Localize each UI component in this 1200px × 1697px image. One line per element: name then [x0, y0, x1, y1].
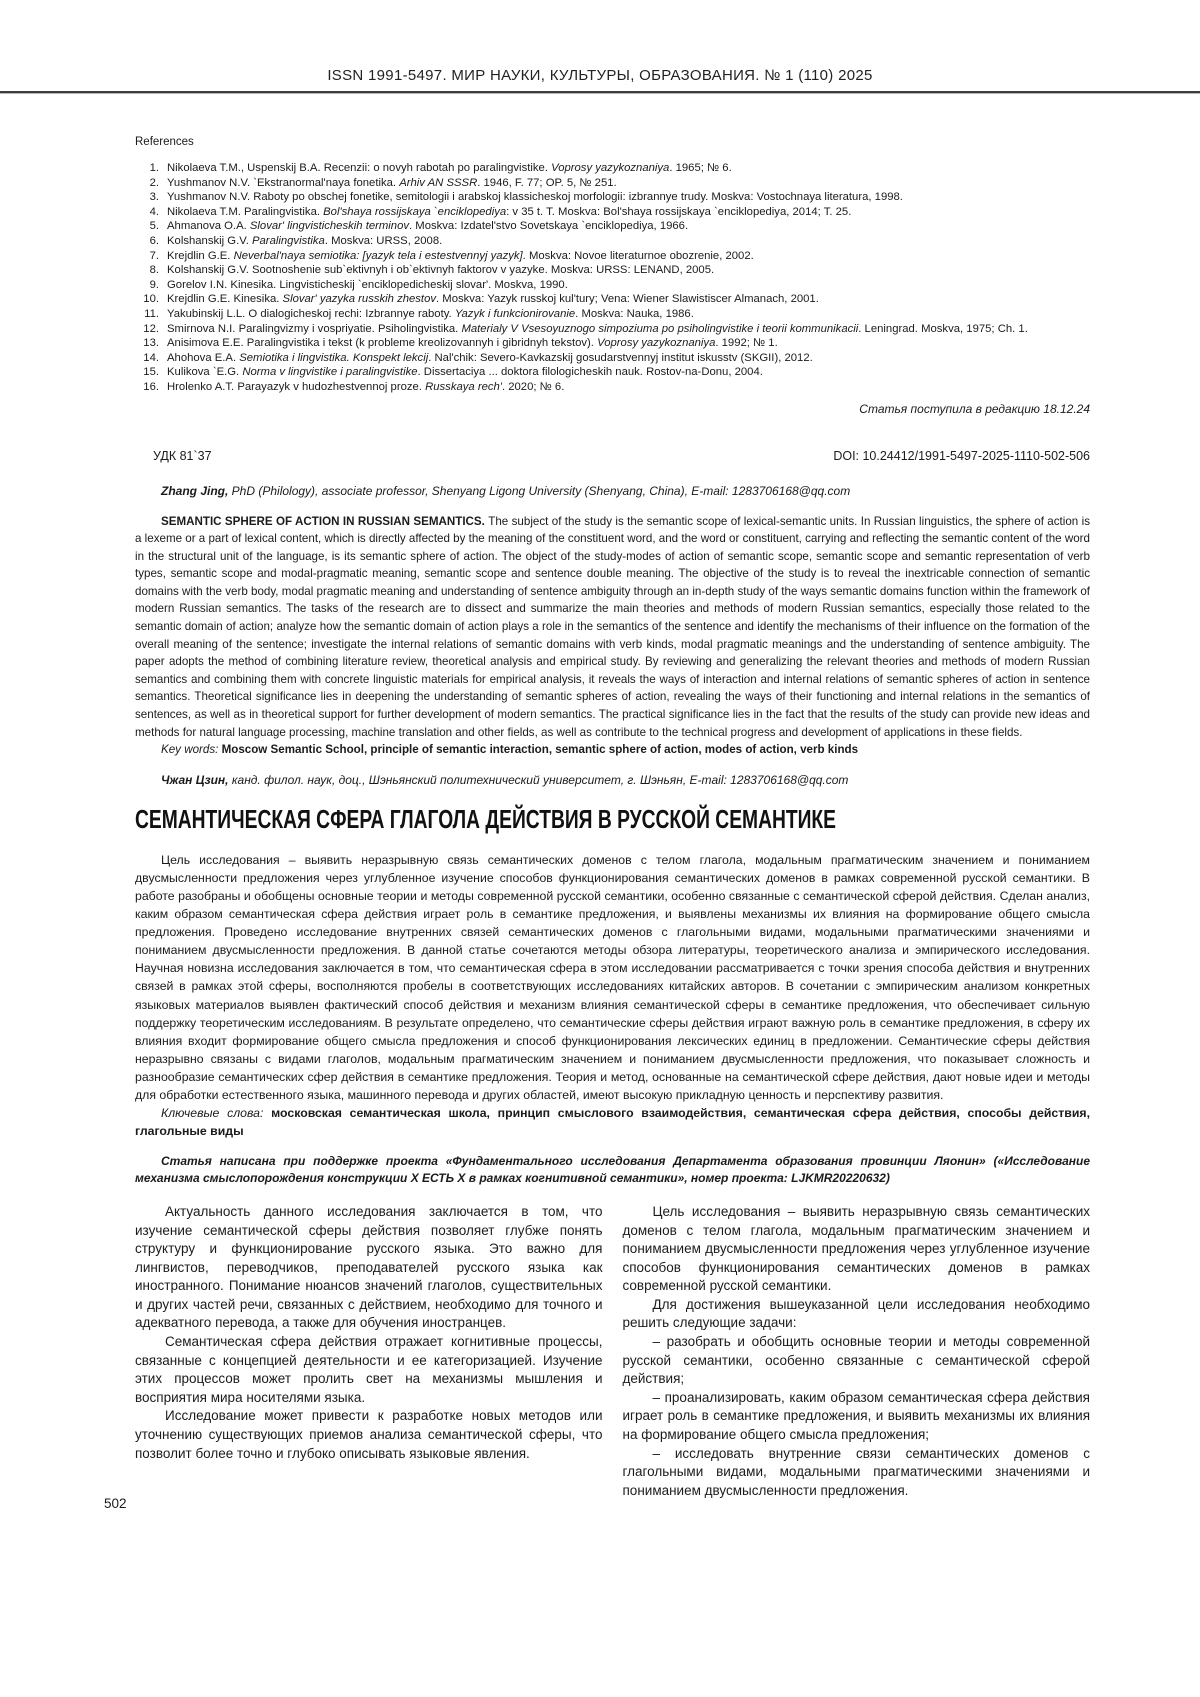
text-segment: . Dissertaciya ... doktora filologicheskih nauk. Rostov-na-Donu, 2004.	[417, 366, 763, 379]
reference-item	[135, 176, 1090, 191]
text-segment: Bol'shaya rossijskaya `enciklopediya	[323, 205, 507, 218]
received-note: Статья поступила в редакцию 18.12.24	[859, 401, 1090, 416]
text-segment: . Nal'chik: Severo-Kavkazskij gosudarstvennyj institut iskusstv (SKGII), 2012.	[428, 351, 813, 364]
text-segment: Nikolaeva T.M., Uspenskij B.A. Recenzii: o novyh rabotah po paralingvistike.	[167, 162, 552, 174]
text-segment: : v 35 t. T. Moskva: Bol'shaya rossijskaya `enciklopediya, 2014; T. 25.	[506, 205, 852, 218]
reference-item	[135, 278, 1090, 293]
reference-number: 6.	[149, 234, 159, 247]
text-segment: Nikolaeva T.M. Paralingvistika.	[167, 205, 324, 218]
text-segment: Neverbal'naya semiotika: [yazyk tela i estestvennyj yazyk]	[233, 249, 523, 262]
reference-number: 1.	[149, 162, 159, 174]
abstract-ru: Цель исследования – выявить неразрывную связь семантических доменов с телом глагола, модальным прагматическим значением и пониманием двусмысленности предложения через углубленное изучение способов функционирования семантических доменов в рамках современной русской семантики. В работе разобраны и обобщены основные теории и методы современной русской семантики, особенно связанные с семантической сферой действия. Сделан анализ, каким образом семантическая сфера действия играет роль в семантике предложения, и выявлены механизмы их влияния на формирование общего смысла предложения. Проведено исследование внутренних связей семантических доменов с глагольными видами, модальными прагматическими значениями и пониманием двусмысленности предложения. В данной статье сочетаются методы обзора литературы, теоретического анализа и эмпирического исследования. Научная новизна исследования заключается в том, что семантическая сфера в этом исследовании рассматривается с точки зрения способа действия и внутренних связей в рамках этой сферы, восполняются пробелы в соответствующих исследованиях китайских авторов. В сочетании с эмпирическим анализом конкретных языковых материалов выявлен фактический способ действия и механизм влияния семантической сферы в семантике предложения, что обеспечивает сильную поддержку теоретическим исследованиям. В результате определено, что семантические сферы действия играют важную роль в семантике предложения, в сферу их влияния входит формирование общего смысла предложения и способ функционирования лексических единиц в предложении. Семантические сферы действия неразрывно связаны с видами глаголов, модальным прагматическим значением и пониманием двусмысленности предложения, что показывает сложность и разнообразие семантических сфер действия в семантике предложения. Теория и метод, основанные на семантической сфере действия, дают новые идеи и методы для обработки естественного языка, машинного перевода и других областей, имеют высокую прикладную ценность и перспективу развития.	[135, 852, 1090, 1103]
reference-text	[167, 176, 1090, 191]
reference-text	[167, 336, 1090, 351]
page-content	[0, 136, 1200, 1500]
text-segment: Arhiv AN SSSR	[399, 176, 478, 189]
text-segment: Yushmanov N.V. Raboty po obschej fonetike, semitologii i arabskoj klassicheskoj morfologii: izbrannye trudy. Moskva: Vostochnaya literatura, 1998.	[167, 191, 903, 204]
text-segment: Yazyk i funkcionirovanie	[454, 307, 576, 320]
reference-number: 7.	[149, 249, 159, 262]
left-column	[135, 1203, 603, 1501]
text-segment: . 1946, F. 77; OP. 5, № 251.	[477, 176, 617, 189]
text-segment: Kulikova `E.G.	[167, 366, 243, 379]
text-segment: . Leningrad. Moskva, 1975; Ch. 1.	[858, 322, 1028, 335]
text-segment: Materialy V Vsesoyuznogo simpoziuma po psiholingvistike i teorii kommunikacii	[461, 322, 859, 335]
reference-item	[135, 336, 1090, 351]
text-segment: Kolshanskij G.V. Sootnoshenie sub`ektivnyh i ob`ektivnyh faktorov v yazyke. Moskva: URSS: LENAND, 2005.	[167, 264, 715, 277]
reference-number: 13.	[143, 337, 159, 350]
text-segment: Semiotika i lingvistika. Konspekt lekcij	[239, 351, 429, 364]
keywords-ru	[135, 1104, 1090, 1140]
body-paragraph: Актуальность данного исследования заключается в том, что изучение семантической сферы действия позволяет глубже понять структуру и функционирование русского языка. Это важно для лингвистов, переводчиков, преподавателей русского языка как иностранного. Понимание нюансов значений глаголов, существительных и других частей речи, связанных с действием, необходимо для точного и адекватного перевода, а также для обучения иностранцев.	[135, 1203, 603, 1331]
text-segment: Krejdlin G.E. Kinesika.	[167, 293, 283, 306]
author-line-en	[135, 484, 1090, 498]
reference-text	[167, 234, 1090, 249]
text-segment: Moscow Semantic School, principle of semantic interaction, semantic sphere of action, modes of action, verb kinds	[221, 743, 859, 757]
body-paragraph: – исследовать внутренние связи семантических доменов с глагольными видами, модальными прагматическими значениями и пониманием двусмысленности предложения.	[622, 1445, 1090, 1498]
reference-number: 15.	[143, 366, 159, 379]
text-segment: The subject of the study is the semantic scope of lexical-semantic units. In Russian linguistics, the sphere of action is a lexeme or a part of lexical content, which is directly affected by the meaning of the constituent word, and the word or constituent, carrying and reflecting the semantic content of the word in the structural unit of the language, is its semantic sphere of action. The object of the study-modes of action of semantic scope, semantic scope and semantic representation of verb types, semantic scope and modal-pragmatic meaning, semantic scope and sentence double meaning. The objective of the study is to reveal the inextricable connection of semantic domains with the verb body, modal pragmatic meaning and understanding of sentence ambiguity through an in-depth study of the ways semantic domains function within the framework of modern Russian semantics. The tasks of the research are to dissect and summarize the main theories and methods of modern Russian semantics, especially those related to the semantic domain of action; analyze how the semantic domain of action plays a role in the semantics of the sentence and identify the mechanisms of their influence on the formation of the overall meaning of the sentence; investigate the internal relations of semantic domains with verb kinds, modal pragmatic meanings and the understanding of sentence ambiguity. The paper adopts the method of combining literature review, theoretical analysis and empirical study. By reviewing and generalizing the relevant theories and methods of modern Russian semantics and combining them with concrete linguistic materials for empirical analysis, it reveals the ways of interaction and internal relations of semantic spheres of action in sentence semantics. Theoretical significance lies in deepening the understanding of semantic spheres of action, revealing the ways of their functioning and internal relations in the semantics of sentences, as well as in theoretical support for further development of modern semantics. The practical significance lies in the fact that the results of the study can provide new ideas and methods for natural language processing, machine translation and other fields, as well as contribute to the technical progress and development of applications in these fields.	[135, 514, 1090, 739]
reference-text	[167, 351, 1090, 366]
text-segment: . Moskva: Izdatel'stvo Sovetskaya `enciklopediya, 1966.	[409, 220, 689, 233]
reference-number: 5.	[149, 220, 159, 233]
reference-text	[167, 292, 1090, 307]
text-segment: Voprosy yazykoznaniya	[551, 162, 670, 174]
body-paragraph: Семантическая сфера действия отражает когнитивные процессы, связанные с концепцией деятельности и ее категоризацией. Изучение этих процессов может пролить свет на механизмы мышления и восприятия мира носителями языка.	[135, 1334, 603, 1405]
reference-number: 3.	[149, 191, 159, 204]
reference-item	[135, 161, 1090, 176]
text-segment: Zhang Jing,	[161, 483, 232, 498]
references-heading: References	[135, 136, 194, 148]
page-number: 502	[104, 1496, 127, 1511]
reference-number: 11.	[144, 307, 159, 320]
meta-row	[135, 449, 1090, 463]
text-segment: Hrolenko A.T. Parayazyk v hudozhestvennoj proze.	[167, 380, 426, 393]
journal-header-issn: ISSN 1991-5497. МИР НАУКИ, КУЛЬТУРЫ, ОБРАЗОВАНИЯ. № 1 (110) 2025	[327, 67, 873, 84]
reference-item	[135, 351, 1090, 366]
reference-text	[167, 278, 1090, 293]
text-segment: Ключевые слова:	[161, 1106, 272, 1121]
text-segment: Ahohova E.A.	[167, 351, 240, 364]
doi-code: DOI: 10.24412/1991-5497-2025-1110-502-506	[833, 448, 1090, 463]
reference-item	[135, 322, 1090, 337]
reference-item	[135, 263, 1090, 278]
text-segment: Russkaya rech'	[425, 380, 502, 393]
reference-text	[167, 307, 1090, 322]
reference-item	[135, 205, 1090, 220]
reference-text	[167, 205, 1090, 220]
text-segment: SEMANTIC SPHERE OF ACTION IN RUSSIAN SEMANTICS.	[161, 514, 489, 528]
reference-text	[167, 219, 1090, 234]
reference-item	[135, 365, 1090, 380]
reference-item	[135, 234, 1090, 249]
text-segment: Anisimova E.E. Paralingvistika i tekst (k probleme kreolizovannyh i gibridnyh tekstov).	[167, 337, 598, 350]
body-paragraph: – проанализировать, каким образом семантическая сфера действия играет роль в семантике предложения, и выявить механизмы их влияния на формирование общего смысла предложения;	[622, 1389, 1090, 1443]
text-segment: Чжан Цзин,	[161, 772, 232, 787]
text-segment: Ahmanova O.A.	[167, 220, 250, 233]
text-segment: канд. филол. наук, доц., Шэньянский политехнический университет, г. Шэньян, E-mail: 1283706168@qq.com	[231, 772, 849, 787]
author-line-ru	[135, 773, 1090, 787]
text-segment: . Moskva: Novoe literaturnoe obozrenie, 2002.	[522, 249, 754, 262]
reference-number: 12.	[143, 322, 159, 335]
body-paragraph: Исследование может привести к разработке новых методов или уточнению существующих приемов анализа семантической сферы, что позволит более точно и глубоко описывать языковые явления.	[135, 1408, 603, 1461]
reference-item	[135, 219, 1090, 234]
text-segment: Key words:	[161, 743, 222, 757]
text-segment: Norma v lingvistike i paralingvistike	[242, 366, 418, 379]
article-title: СЕМАНТИЧЕСКАЯ СФЕРА ГЛАГОЛА ДЕЙСТВИЯ В РУССКОЙ СЕМАНТИКЕ	[135, 803, 837, 834]
body-paragraph: – разобрать и обобщить основные теории и методы современной русской семантики, особенно связанные с семантической сферой действия;	[622, 1334, 1090, 1387]
reference-text	[167, 365, 1090, 380]
reference-number: 2.	[149, 176, 159, 189]
text-segment: . Moskva: URSS, 2008.	[324, 234, 443, 247]
text-segment: Kolshanskij G.V.	[167, 234, 252, 247]
reference-number: 4.	[149, 205, 159, 218]
text-segment: Smirnova N.I. Paralingvizmy i vospriyatie. Psiholingvistika.	[167, 322, 462, 335]
text-segment: . Moskva: Nauka, 1986.	[575, 307, 694, 320]
udk-code: УДК 81`37	[153, 448, 212, 463]
header-rule	[0, 91, 1200, 94]
text-segment: Slovar' yazyka russkih zhestov	[282, 293, 436, 306]
reference-item	[135, 249, 1090, 264]
text-segment: PhD (Philology), associate professor, Shenyang Ligong University (Shenyang, China), E-mail: 1283706168@qq.com	[231, 483, 851, 498]
text-segment: Yushmanov N.V. `Ekstranormal'naya fonetika.	[167, 176, 400, 189]
reference-text	[167, 263, 1090, 278]
references-list	[135, 161, 1090, 395]
text-segment: . Moskva: Yazyk russkoj kul'tury; Vena: Wiener Slawistiscer Almanach, 2001.	[436, 293, 819, 306]
references-section	[135, 136, 1090, 395]
reference-number: 10.	[143, 293, 159, 306]
text-segment: . 1992; № 1.	[715, 337, 778, 350]
right-column	[623, 1203, 1091, 1501]
reference-item	[135, 292, 1090, 307]
text-segment: Yakubinskij L.L. O dialogicheskoj rechi: Izbrannye raboty.	[167, 307, 455, 320]
abstract-en	[135, 513, 1090, 742]
text-segment: Slovar' lingvisticheskih terminov	[249, 220, 410, 233]
reference-item	[135, 190, 1090, 205]
reference-number: 16.	[143, 380, 159, 393]
body-paragraph: Для достижения вышеуказанной цели исследования необходимо решить следующие задачи:	[622, 1296, 1090, 1331]
reference-number: 9.	[149, 278, 159, 291]
text-segment: . 1965; № 6.	[669, 162, 732, 174]
text-segment: московская семантическая школа, принцип смыслового взаимодействия, семантическая сфера действия, способы действия, глагольные виды	[135, 1106, 1091, 1139]
reference-text	[167, 190, 1090, 205]
reference-number: 8.	[149, 264, 159, 277]
text-segment: Paralingvistika	[251, 234, 325, 247]
body-columns	[135, 1203, 1090, 1501]
reference-text	[167, 322, 1090, 337]
reference-text	[167, 249, 1090, 264]
text-segment: Gorelov I.N. Kinesika. Lingvisticheskij `enciklopedicheskij slovar'. Moskva, 1990.	[167, 278, 568, 291]
body-paragraph: Цель исследования – выявить неразрывную связь семантических доменов с телом глагола, модальным прагматическим значением и пониманием двусмысленности предложения через углубленное изучение способов функционирования семантических доменов в рамках современной русской семантики.	[622, 1203, 1090, 1294]
reference-text	[167, 380, 1090, 395]
text-segment: Voprosy yazykoznaniya	[597, 337, 716, 350]
funding-note: Статья написана при поддержке проекта «Фундаментального исследования Департамента образования провинции Ляонин» («Исследование механизма смыслопорождения конструкции Х ЕСТЬ Х в рамках когнитивной семантики», номер проекта: LJKMR20220632)	[135, 1154, 1090, 1186]
reference-text	[167, 161, 1090, 176]
reference-item	[135, 307, 1090, 322]
reference-item	[135, 380, 1090, 395]
reference-number: 14.	[143, 351, 159, 364]
text-segment: Krejdlin G.E.	[167, 249, 234, 262]
text-segment: . 2020; № 6.	[501, 380, 565, 393]
keywords-en	[135, 741, 1090, 759]
